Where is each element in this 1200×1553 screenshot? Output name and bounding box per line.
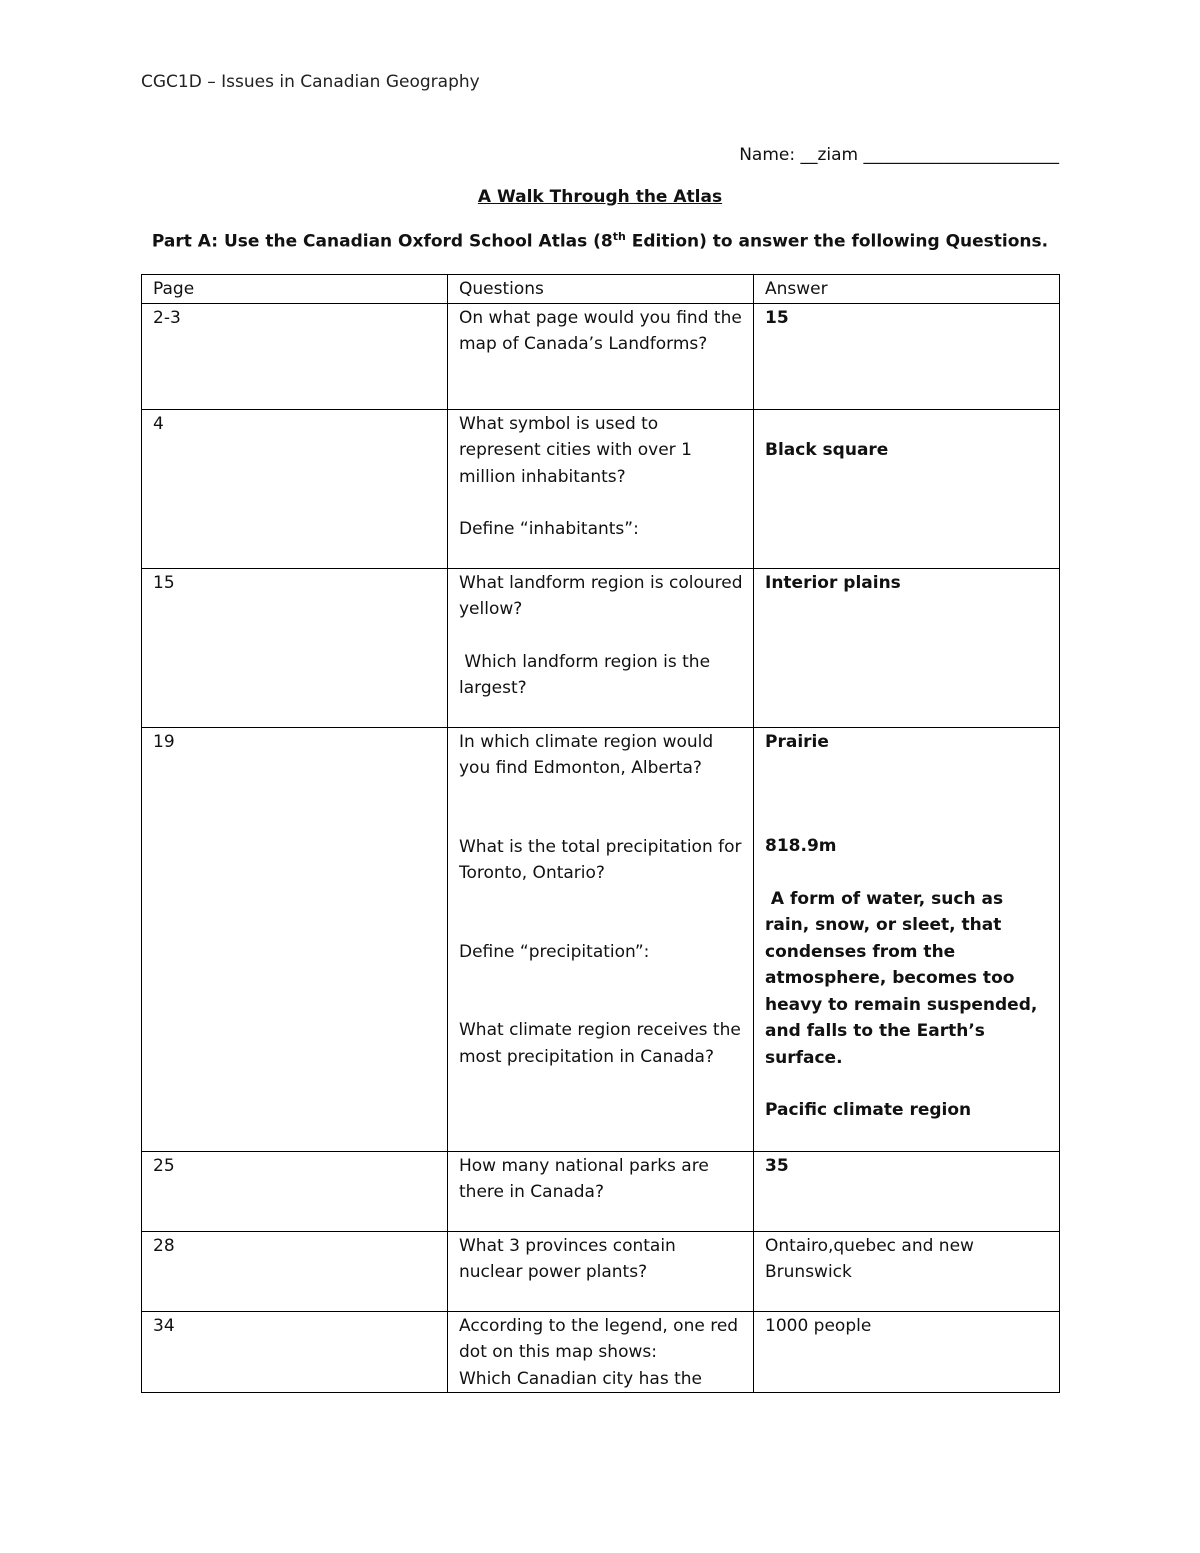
- page-cell: 15: [142, 568, 448, 727]
- question-text: Define “precipitation”:: [459, 941, 650, 962]
- question-text: What climate region receives the most precipitation in Canada?: [459, 1020, 741, 1067]
- table-row: [142, 727, 1060, 1151]
- question-text: What is the total precipitation for Toronto, Ontario?: [459, 836, 742, 883]
- question-text: According to the legend, one red dot on this map shows:: [459, 1315, 739, 1362]
- question-cell: [448, 1311, 754, 1393]
- table-row: [142, 1151, 1060, 1231]
- question-cell: [448, 303, 754, 409]
- header-questions: Questions: [448, 275, 754, 304]
- question-cell: [448, 568, 754, 727]
- answer-cell: [754, 303, 1060, 409]
- answer-cell: [754, 1311, 1060, 1393]
- page-cell: 4: [142, 409, 448, 568]
- atlas-questions-table: [141, 274, 1060, 1393]
- page-cell: 2-3: [142, 303, 448, 409]
- table-header-row: [142, 275, 1060, 304]
- answer-text: 1000 people: [765, 1315, 872, 1336]
- instructions-superscript: th: [612, 230, 626, 243]
- question-text: Which Canadian city has the: [459, 1368, 702, 1389]
- page-cell: 34: [142, 1311, 448, 1393]
- answer-cell: [754, 568, 1060, 727]
- question-cell: [448, 1231, 754, 1311]
- answer-cell: [754, 409, 1060, 568]
- course-header: CGC1D – Issues in Canadian Geography: [141, 72, 480, 92]
- question-text: Define “inhabitants”:: [459, 519, 639, 539]
- answer-text: A form of water, such as rain, snow, or sleet, that condenses from the atmosphere, becomes too heavy to remain suspended, and falls to the Earth’s surface.: [765, 888, 1044, 1068]
- question-text: How many national parks are there in Canada?: [459, 1155, 709, 1202]
- table-row: [142, 303, 1060, 409]
- header-answer: Answer: [754, 275, 1060, 304]
- question-text: Which landform region is the largest?: [459, 651, 716, 698]
- page-cell: 25: [142, 1151, 448, 1231]
- answer-cell: [754, 1231, 1060, 1311]
- student-name-line: Name: __ziam _______________________: [739, 145, 1059, 165]
- answer-text: 35: [765, 1155, 789, 1176]
- answer-text: 818.9m: [765, 836, 837, 856]
- worksheet-instructions: [0, 230, 1200, 252]
- question-text: What landform region is coloured yellow?: [459, 572, 743, 619]
- question-text: What 3 provinces contain nuclear power plants?: [459, 1235, 676, 1282]
- table-row: [142, 1311, 1060, 1393]
- answer-text: Ontairo,quebec and new Brunswick: [765, 1235, 974, 1282]
- page-cell: 28: [142, 1231, 448, 1311]
- question-text: In which climate region would you find Edmonton, Alberta?: [459, 731, 714, 778]
- question-cell: [448, 727, 754, 1151]
- answer-text: Black square: [765, 439, 889, 460]
- question-cell: [448, 409, 754, 568]
- answer-text: Pacific climate region: [765, 1100, 972, 1120]
- table-row: [142, 409, 1060, 568]
- table-row: [142, 1231, 1060, 1311]
- answer-text: 15: [765, 307, 789, 328]
- instructions-text-before: Part A: Use the Canadian Oxford School Atlas (8: [151, 231, 613, 252]
- table-row: [142, 568, 1060, 727]
- worksheet-title: A Walk Through the Atlas: [477, 187, 723, 207]
- answer-text: Prairie: [765, 731, 829, 752]
- question-cell: [448, 1151, 754, 1231]
- instructions-text-after: Edition) to answer the following Questions.: [625, 231, 1049, 252]
- header-page: Page: [142, 275, 448, 304]
- answer-cell: [754, 727, 1060, 1151]
- question-text: What symbol is used to represent cities with over 1 million inhabitants?: [459, 413, 692, 487]
- answer-text: Interior plains: [765, 572, 901, 593]
- question-text: On what page would you find the map of Canada’s Landforms?: [459, 307, 742, 354]
- page-cell: 19: [142, 727, 448, 1151]
- answer-cell: [754, 1151, 1060, 1231]
